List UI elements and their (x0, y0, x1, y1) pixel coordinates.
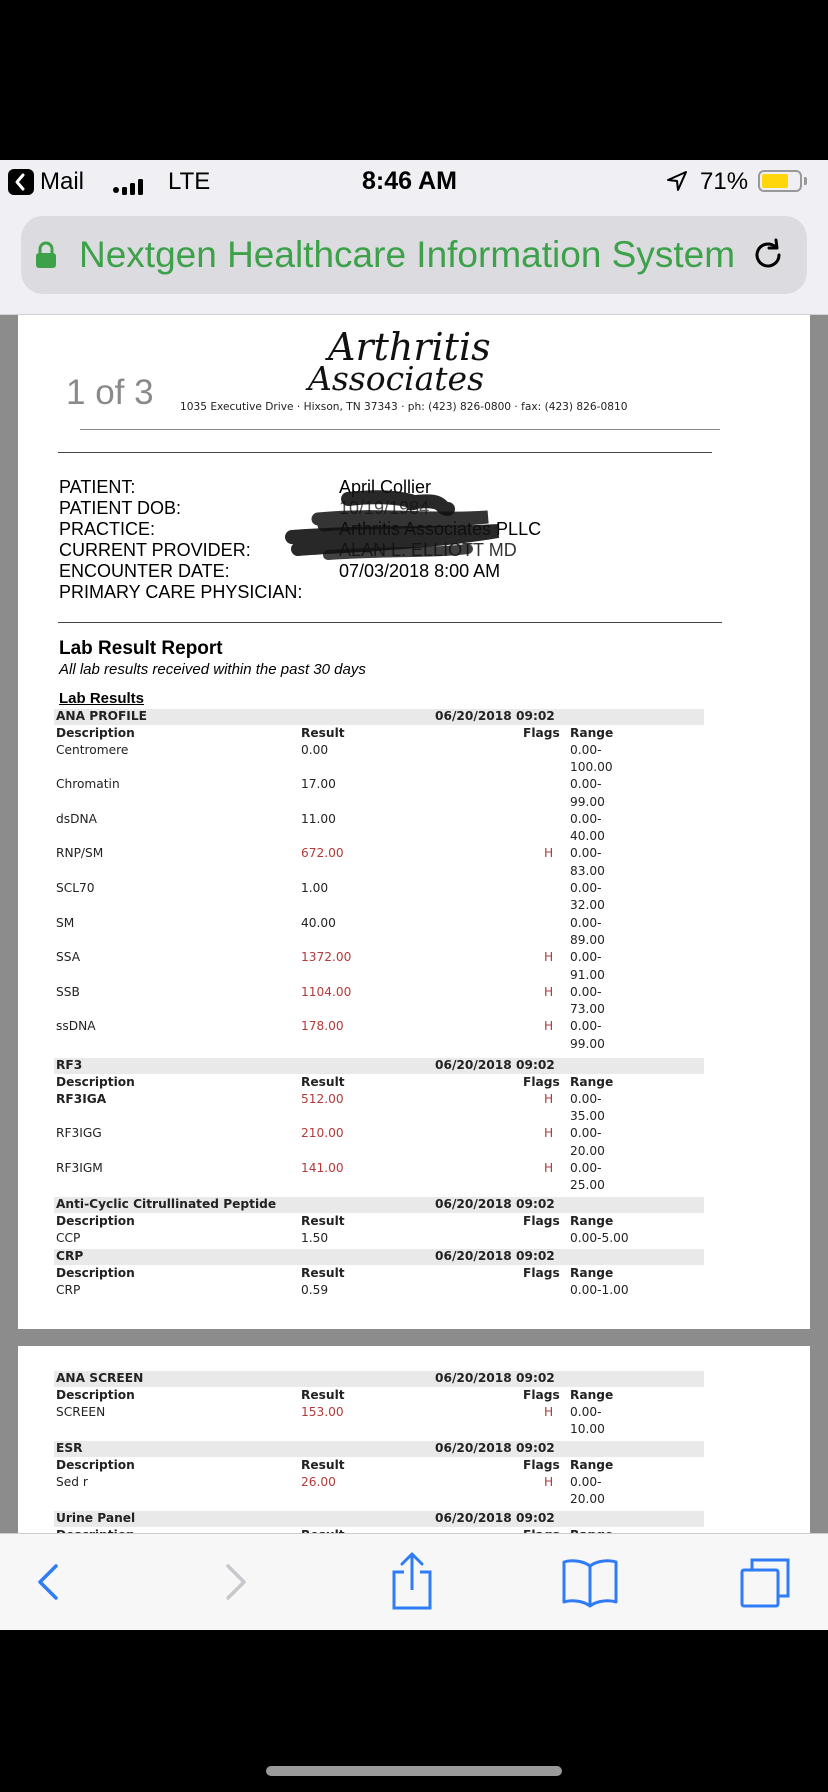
test-range: 0.00- (570, 1091, 602, 1106)
share-icon (386, 1550, 438, 1612)
col-range: Range (570, 1458, 614, 1472)
back-chevron-icon (8, 169, 34, 195)
test-name: RF3IGA (56, 1091, 107, 1106)
page-title: Nextgen Healthcare Information System (79, 234, 736, 275)
test-name: CRP (56, 1282, 81, 1297)
label-pcp: PRIMARY CARE PHYSICIAN: (59, 582, 303, 602)
test-range-max: 32.00 (570, 898, 605, 913)
report-title: Lab Result Report (59, 638, 223, 659)
test-flag: H (544, 984, 554, 999)
test-range: 0.00- (570, 1474, 602, 1489)
value-dob: 10/19/1984 (339, 498, 430, 518)
value-provider: ALAN L. ELLIOTT MD (339, 540, 517, 560)
test-range: 0.00- (570, 950, 602, 965)
col-flags: Flags (523, 1388, 560, 1402)
label-provider: CURRENT PROVIDER: (59, 540, 251, 560)
test-result: 153.00 (301, 1404, 344, 1419)
label-patient: PATIENT: (59, 477, 136, 497)
tabs-button[interactable] (738, 1556, 794, 1612)
info-divider (58, 622, 722, 623)
test-result: 1.00 (301, 880, 329, 895)
col-range: Range (570, 1266, 614, 1280)
col-range: Range (570, 1075, 614, 1089)
panel-header-esr (54, 1441, 704, 1457)
label-encounter: ENCOUNTER DATE: (59, 561, 230, 581)
test-range-max: 83.00 (570, 863, 605, 878)
chevron-right-icon (210, 1558, 258, 1606)
col-result: Result (301, 1458, 345, 1472)
carrier-label: LTE (168, 168, 211, 195)
test-range-max: 99.00 (570, 794, 605, 809)
home-indicator[interactable] (266, 1766, 562, 1776)
test-range-max: 73.00 (570, 1002, 605, 1017)
panel-date: 06/20/2018 09:02 (435, 1058, 555, 1072)
col-description: Description (56, 1075, 135, 1089)
test-name: Sed r (56, 1474, 88, 1489)
test-range-max: 35.00 (570, 1108, 605, 1123)
tabs-icon (738, 1556, 794, 1612)
panel-header-crp (54, 1249, 704, 1265)
panel-name: ANA PROFILE (56, 709, 147, 723)
address-bar[interactable] (21, 216, 807, 294)
col-description: Description (56, 1458, 135, 1472)
panel-date: 06/20/2018 09:02 (435, 1197, 555, 1211)
test-name: dsDNA (56, 811, 97, 826)
test-range: 0.00- (570, 1019, 602, 1034)
test-flag: H (544, 846, 554, 861)
test-range: 0.00- (570, 811, 602, 826)
test-range: 0.00- (570, 880, 602, 895)
logo-line-1: Arthritis (328, 325, 491, 369)
test-range: 0.00-1.00 (570, 1282, 629, 1297)
col-flags: Flags (523, 726, 560, 740)
section-title: Lab Results (59, 690, 145, 707)
practice-address: 1035 Executive Drive · Hixson, TN 37343 · ph: (423) 826-0800 · fax: (423) 826-0810 (180, 401, 628, 413)
col-flags: Flags (523, 1214, 560, 1228)
value-patient: April Collier (339, 477, 432, 497)
test-flag: H (544, 1404, 554, 1419)
test-result: 1372.00 (301, 950, 352, 965)
test-flag: H (544, 1474, 554, 1489)
col-description: Description (56, 1266, 135, 1280)
panel-name: Urine Panel (56, 1511, 136, 1525)
test-name: RNP/SM (56, 846, 104, 861)
col-description: Description (56, 1388, 135, 1402)
test-flag: H (544, 1126, 554, 1141)
label-practice: PRACTICE: (59, 519, 156, 539)
panel-header-rf3 (54, 1058, 704, 1074)
panel-name: Anti-Cyclic Citrullinated Peptide (56, 1197, 277, 1211)
test-result: 141.00 (301, 1160, 344, 1175)
test-result: 1104.00 (301, 984, 352, 999)
test-range: 0.00- (570, 1404, 602, 1419)
panel-header-ana_screen (54, 1371, 704, 1387)
test-range-max: 10.00 (570, 1421, 605, 1436)
label-dob: PATIENT DOB: (59, 498, 182, 518)
report-subtitle: All lab results received within the past 30 days (59, 661, 366, 678)
test-result: 178.00 (301, 1019, 344, 1034)
location-arrow-icon (666, 170, 688, 199)
col-range: Range (570, 1388, 614, 1402)
test-range: 0.00-5.00 (570, 1230, 629, 1245)
test-result: 26.00 (301, 1474, 336, 1489)
share-button[interactable] (386, 1550, 438, 1612)
col-range: Range (570, 1214, 614, 1228)
col-range: Range (570, 726, 614, 740)
page-indicator: 1 of 3 (66, 373, 154, 412)
book-icon (560, 1556, 620, 1608)
test-name: SSA (56, 950, 81, 965)
panel-header-urine (54, 1511, 704, 1527)
panel-name: ANA SCREEN (56, 1371, 144, 1385)
clock: 8:46 AM (362, 167, 457, 195)
value-encounter: 07/03/2018 8:00 AM (339, 561, 501, 581)
col-result: Result (301, 726, 345, 740)
test-range-max: 99.00 (570, 1036, 605, 1051)
test-result: 1.50 (301, 1230, 329, 1245)
chevron-left-icon (26, 1558, 74, 1606)
panel-name: CRP (56, 1249, 84, 1263)
test-range-max: 40.00 (570, 829, 605, 844)
test-range: 0.00- (570, 742, 602, 757)
panel-date: 06/20/2018 09:02 (435, 1441, 555, 1455)
battery-percent: 71% (700, 168, 749, 195)
test-result: 210.00 (301, 1126, 344, 1141)
test-range: 0.00- (570, 777, 602, 792)
panel-header-ana_profile (54, 709, 704, 725)
test-result: 17.00 (301, 777, 336, 792)
back-nav-button[interactable] (26, 1558, 74, 1606)
safari-toolbar (0, 1533, 828, 1630)
panel-name: RF3 (56, 1058, 83, 1072)
panel-date: 06/20/2018 09:02 (435, 1371, 555, 1385)
panel-date: 06/20/2018 09:02 (435, 1249, 555, 1263)
lock-icon (35, 241, 57, 274)
test-name: RF3IGG (56, 1126, 102, 1141)
panel-name: ESR (56, 1441, 83, 1455)
test-name: RF3IGM (56, 1160, 103, 1175)
test-result: 11.00 (301, 811, 336, 826)
logo-line-2: Associates (308, 359, 485, 398)
test-range-max: 89.00 (570, 932, 605, 947)
test-range-max: 20.00 (570, 1143, 605, 1158)
logo (308, 325, 548, 405)
test-name: SCREEN (56, 1404, 106, 1419)
col-description: Description (56, 726, 135, 740)
col-flags: Flags (523, 1266, 560, 1280)
header-divider-2 (58, 452, 712, 453)
signal-icon (112, 174, 152, 192)
test-range: 0.00- (570, 915, 602, 930)
test-flag: H (544, 950, 554, 965)
test-range-max: 91.00 (570, 967, 605, 982)
test-result: 512.00 (301, 1091, 344, 1106)
test-name: CCP (56, 1230, 81, 1245)
test-name: Centromere (56, 742, 129, 757)
test-range-max: 25.00 (570, 1178, 605, 1193)
reload-icon[interactable] (749, 236, 787, 279)
test-flag: H (544, 1019, 554, 1034)
test-flag: H (544, 1091, 554, 1106)
test-result: 40.00 (301, 915, 336, 930)
col-result: Result (301, 1214, 345, 1228)
test-result: 0.00 (301, 742, 329, 757)
test-result: 672.00 (301, 846, 344, 861)
test-result: 0.59 (301, 1282, 329, 1297)
forward-nav-button[interactable] (210, 1558, 258, 1606)
test-range-max: 20.00 (570, 1491, 605, 1506)
pdf-viewer[interactable] (0, 315, 828, 1533)
test-name: ssDNA (56, 1019, 96, 1034)
test-name: SM (56, 915, 75, 930)
test-range: 0.00- (570, 984, 602, 999)
test-range-max: 100.00 (570, 759, 613, 774)
battery-icon (758, 170, 808, 194)
col-flags: Flags (523, 1458, 560, 1472)
col-description: Description (56, 1214, 135, 1228)
value-practice: Arthritis Associates PLLC (339, 519, 542, 539)
col-flags: Flags (523, 1075, 560, 1089)
panel-date: 06/20/2018 09:02 (435, 709, 555, 723)
test-flag: H (544, 1160, 554, 1175)
back-to-app-button[interactable] (8, 168, 84, 196)
test-name: Chromatin (56, 777, 120, 792)
col-result: Result (301, 1075, 345, 1089)
address-area (0, 204, 828, 315)
test-name: SSB (56, 984, 80, 999)
test-range: 0.00- (570, 1160, 602, 1175)
bookmarks-button[interactable] (560, 1556, 620, 1608)
test-range: 0.00- (570, 1126, 602, 1141)
pdf-page-1 (18, 315, 810, 1329)
test-range: 0.00- (570, 846, 602, 861)
redaction-marks (288, 491, 548, 571)
test-name: SCL70 (56, 880, 95, 895)
status-bar (0, 160, 828, 204)
panel-date: 06/20/2018 09:02 (435, 1511, 555, 1525)
col-result: Result (301, 1266, 345, 1280)
col-result: Result (301, 1388, 345, 1402)
back-app-label: Mail (40, 168, 85, 195)
header-divider (80, 429, 720, 430)
